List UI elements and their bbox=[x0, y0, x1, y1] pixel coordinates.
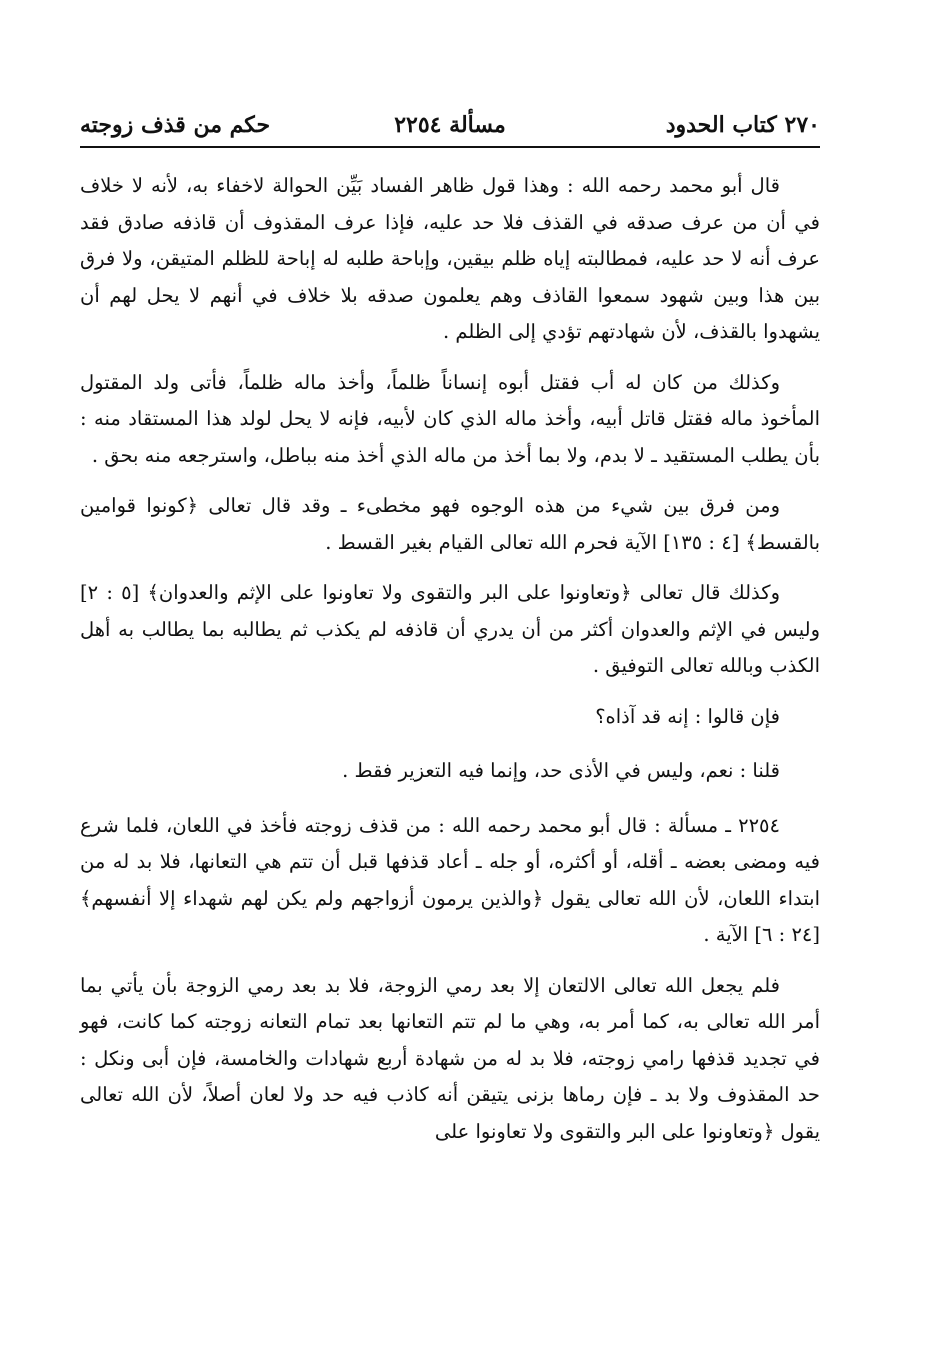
running-header bbox=[80, 104, 820, 144]
header-issue-number: مسألة ٢٢٥٤ bbox=[394, 112, 506, 138]
paragraph-4: وكذلك قال تعالى ﴿وتعاونوا على البر والتقوى ولا تعاونوا على الإثم والعدوان﴾ [٥ : ٢] وليس في الإثم والعدوان أكثر من أن يدري أن قاذفه لم يكذب ثم يطالبه بما يطالب به أهل الكذب وبالله تعالى التوفيق . bbox=[80, 581, 820, 677]
paragraph-8: فلم يجعل الله تعالى الالتعان إلا بعد رمي الزوجة، فلا بد بعد رمي الزوجة بأن يأتي بما أمر الله تعالى به، كما أمر به، وهي ما لم تتم التعانها بعد تمام التعانه زوجته كما كانت، فهو في تجديد قذفها رامي زوجته، فلا بد له من شهادة أربع شهادات والخامسة، فإن أبى ونكل : حد المقذوف ولا بد ـ فإن رماها بزنى يتيقن أنه كاذب فيه حد ولا لعان أصلاً، لأن الله تعالى يقول ﴿وتعاونوا على البر والتقوى ولا تعاونوا على bbox=[80, 973, 820, 1143]
paragraph-2: وكذلك من كان له أب فقتل أبوه إنساناً ظلماً، وأخذ ماله ظلماً، فأتى ولد المقتول المأخوذ ماله فقتل قاتل أبيه، وأخذ ماله الذي كان لأبيه، فإنه لا يحل لولد هذا المستقاد منه : بأن يطلب المستقيد ـ لا بدم، ولا بما أخذ من ماله الذي أخذ منه بباطل، واسترجعه منه بحق . bbox=[80, 370, 820, 467]
header-chapter-title: حكم من قذف زوجته bbox=[80, 112, 271, 138]
header-rule bbox=[80, 146, 820, 148]
paragraph-5: فإن قالوا : إنه قد آذاه؟ bbox=[595, 704, 780, 728]
paragraph-6: قلنا : نعم، وليس في الأذى حد، وإنما فيه التعزير فقط . bbox=[342, 759, 780, 782]
paragraph-1: قال أبو محمد رحمه الله : وهذا قول ظاهر الفساد بَيِّن الحوالة لاخفاء به، لأنه لا خلاف في أن من عرف صدقه في القذف فلا حد عليه، فإذا عرف المقذوف أن قاذفه صادق فقد عرف أنه لا حد عليه، فمطالبته إياه ظلم بيقين، وإباحة طلبه له إباحة للظلم المتيقن، ولا فرق بين هذا وبين شهود سمعوا القاذف وهم يعلمون صدقه بلا خلاف في أنهم لا يحل لهم أن يشهدوا بالقذف، لأن شهادتهم تؤدي إلى الظلم . bbox=[80, 174, 820, 343]
paragraph-3: ومن فرق بين شيء من هذه الوجوه فهو مخطىء ـ وقد قال تعالى ﴿كونوا قوامين بالقسط﴾ [٤ : ١٣٥] الآية فحرم الله تعالى القيام بغير القسط . bbox=[80, 494, 820, 554]
paragraph-7-issue-start: ٢٢٥٤ ـ مسألة : قال أبو محمد رحمه الله : من قذف زوجته فأخذ في اللعان، فلما شرع فيه ومضى بعضه ـ أقله، أو أكثره، أو جله ـ أعاد قذفها قبل أن تتم هي التعانها، فلا بد له من ابتداء اللعان، لأن الله تعالى يقول ﴿والذين يرمون أزواجهم ولم يكن لهم شهداء إلا أنفسهم﴾ [٢٤ : ٦] الآية . bbox=[80, 813, 820, 946]
page-body bbox=[80, 168, 820, 1164]
header-page-book: ٢٧٠ كتاب الحدود bbox=[665, 112, 820, 138]
